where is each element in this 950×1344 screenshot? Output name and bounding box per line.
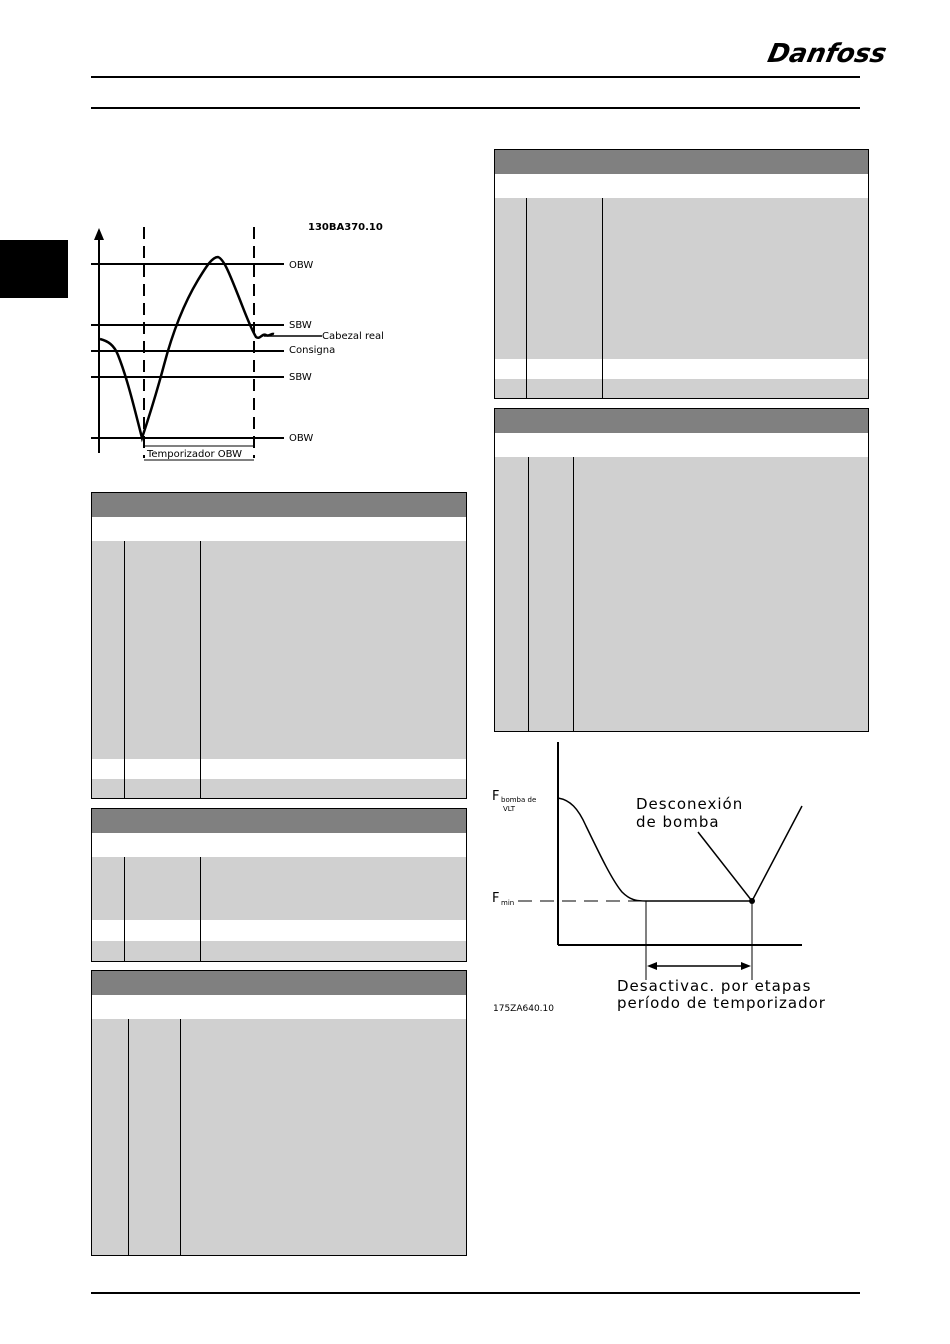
table-header: [92, 493, 466, 518]
label-destage-1: Desactivac. por etapas: [617, 977, 812, 995]
label-f-pump-sub-1: bomba de: [501, 796, 537, 804]
header-rule-bottom: [91, 107, 860, 109]
table-row: [92, 857, 466, 921]
table-row: [92, 779, 466, 798]
table-header: [92, 809, 466, 834]
label-f-pump: F: [492, 789, 500, 804]
column-divider: [124, 541, 125, 798]
table-row: [92, 1019, 466, 1255]
param-table-left-2: [91, 808, 467, 962]
table-row: [92, 941, 466, 961]
y-axis-arrow: [94, 228, 104, 240]
danfoss-logo: [765, 36, 890, 70]
table-row: [495, 359, 868, 380]
figure1-code: 130BA370.10: [308, 222, 383, 233]
table-row: [92, 759, 466, 780]
table-subheader: [92, 517, 466, 542]
param-table-right-1: [494, 149, 869, 399]
table-row: [495, 198, 868, 360]
param-table-left-3: [91, 970, 467, 1256]
table-subheader: [92, 833, 466, 858]
label-f-pump-sub-2: VLT: [503, 805, 516, 813]
table-row: [92, 541, 466, 760]
label-f-min-sub: min: [501, 899, 515, 907]
label-obw-bottom: OBW: [289, 433, 314, 444]
table-subheader: [495, 174, 868, 199]
label-timer: Temporizador OBW: [147, 449, 243, 460]
footer-rule: [91, 1292, 860, 1294]
figure2-code: 175ZA640.10: [493, 1004, 554, 1014]
column-divider: [128, 1019, 129, 1255]
column-divider: [180, 1019, 181, 1255]
logo-text: Danfoss: [765, 39, 890, 69]
figure-destage-diagram: [490, 740, 870, 1020]
period-arrow-left: [647, 962, 657, 970]
column-divider: [602, 198, 603, 398]
label-sbw-top: SBW: [289, 320, 312, 331]
column-divider: [526, 198, 527, 398]
param-table-left-1: [91, 492, 467, 799]
column-divider: [573, 457, 574, 731]
label-pump-disconnect-1: Desconexión: [636, 795, 744, 813]
table-header: [495, 409, 868, 434]
table-row: [495, 379, 868, 398]
table-subheader: [495, 433, 868, 458]
label-pump-disconnect-2: de bomba: [636, 813, 720, 831]
actual-head-curve: [100, 257, 274, 438]
label-setpoint: Consigna: [289, 345, 336, 356]
header-rule-top: [91, 76, 860, 78]
period-arrow-right: [741, 962, 751, 970]
disconnect-pointer: [698, 832, 752, 901]
table-header: [92, 971, 466, 996]
label-actual-head: Cabezal real: [322, 331, 384, 342]
label-sbw-bottom: SBW: [289, 372, 312, 383]
table-row: [92, 920, 466, 942]
column-divider: [124, 857, 125, 961]
label-f-min: F: [492, 891, 500, 906]
column-divider: [200, 541, 201, 798]
table-subheader: [92, 995, 466, 1020]
column-divider: [200, 857, 201, 961]
chapter-tab: [0, 240, 68, 298]
label-obw-top: OBW: [289, 260, 314, 271]
column-divider: [528, 457, 529, 731]
figure-obw-diagram: [86, 215, 406, 465]
param-table-right-2: [494, 408, 869, 732]
table-row: [495, 457, 868, 731]
label-destage-2: período de temporizador: [617, 994, 826, 1012]
table-header: [495, 150, 868, 175]
